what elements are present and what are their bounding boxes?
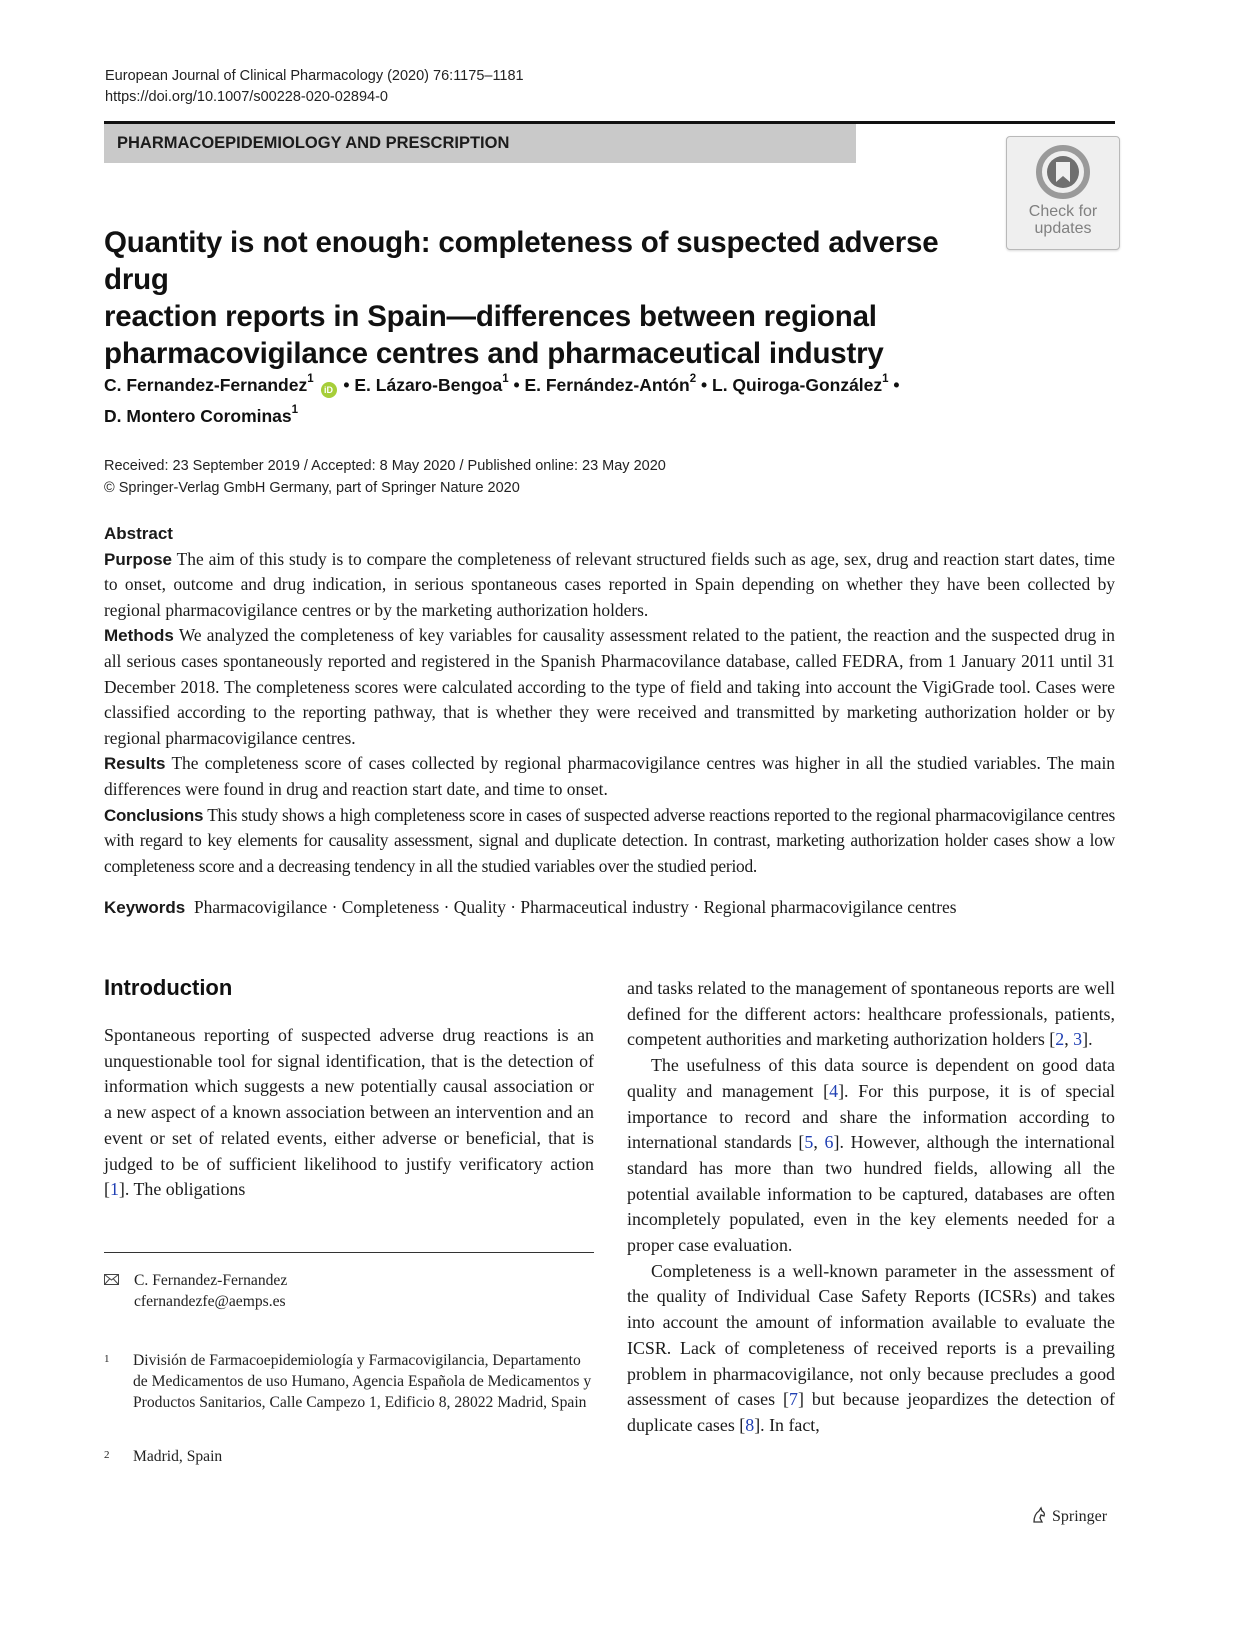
author-list: C. Fernandez-Fernandez$^1$ iD • E. Lázaro-Bengoa$^1$ • E. Fernández-Antón$^2$ • L. Quiroga-González$^1$ • D. Montero Corominas$^1$ — [104, 373, 900, 426]
check-for-updates-label: Check for updates — [1028, 203, 1098, 237]
check-for-updates-badge[interactable] — [1006, 136, 1120, 250]
envelope-icon — [104, 1274, 119, 1285]
publisher-name: Springer — [1052, 1508, 1108, 1525]
intro-paragraph: Completeness is a well-known parameter in the assessment of the quality of Individual Case Safety Reports (ICSRs) and takes into account the amount of information available to evaluate the ICSR. Lack of completeness of received reports is a prevailing problem in pharmacovigilance, not only because precludes a good assessment of cases [7] but because jeopardizes the detection of duplicate cases [8]. In fact, — [627, 1260, 1115, 1435]
reference-link[interactable]: 2 — [1055, 1029, 1065, 1050]
abstract-heading: Abstract — [104, 524, 173, 543]
affiliation-marker: 2 — [689, 373, 697, 385]
doi-link[interactable]: https://doi.org/10.1007/s00228-020-02894-0 — [105, 89, 388, 105]
author-name[interactable]: E. Lázaro-Bengoa — [354, 374, 503, 395]
affiliation-marker: 1 — [882, 373, 889, 385]
affiliation-number: 2 — [104, 1449, 110, 1461]
footnote-rule — [104, 1252, 594, 1253]
intro-paragraph: The usefulness of this data source is dependent on good data quality and management [4]. For this purpose, it is of special importance to record and share the information according to international standards [5, 6]. However, although the international standard has more than two hundred fields, allowing all the potential available information to be captured, databases are often incompletely populated, even in the key elements needed for a proper case evaluation. — [627, 1055, 1116, 1256]
keywords-label: Keywords — [104, 898, 186, 917]
intro-left-column — [104, 1023, 594, 1203]
article-title: Quantity is not enough: completeness of suspected adverse drug reaction reports in Spain—differences between regional pharmacovigilance centres and pharmaceutical industry — [104, 226, 939, 370]
springer-horse-icon — [1030, 1506, 1048, 1524]
keywords-text: Pharmacovigilance · Completeness · Quality · Pharmaceutical industry · Regional pharmacovigilance centres — [193, 897, 957, 917]
affiliation-marker: 1 — [307, 373, 314, 385]
journal-header — [105, 66, 524, 108]
keywords — [104, 895, 956, 920]
affiliation-marker: 1 — [502, 373, 509, 385]
orcid-icon[interactable]: iD — [321, 382, 337, 398]
intro-paragraph: Spontaneous reporting of suspected adverse drug reactions is an unquestionable tool for signal identification, that is the detection of information which suggests a new potentially causal association or a new aspect of a known association between an intervention and an event or set of related events, either adverse or beneficial, that is judged to be of sufficient likelihood to justify verificatory action [1]. The obligations — [104, 1025, 594, 1200]
author-name[interactable]: D. Montero Corominas — [104, 405, 292, 426]
affiliation-number: 1 — [104, 1353, 110, 1365]
dates-line: Received: 23 September 2019 / Accepted: 8 May 2020 / Published online: 23 May 2020 — [104, 458, 666, 474]
author-name[interactable]: E. Fernández-Antón — [524, 374, 690, 395]
abstract-methods: Methods We analyzed the completeness of key variables for causality assessment related to the patient, the reaction and the suspected drug in all serious cases spontaneously reported and registered in the Spanish Pharmacovilance database, called FEDRA, from 1 January 2011 until 31 December 2018. The completeness scores were calculated according to the type of field and taking into account the VigiGrade tool. Cases were classified according to the reporting pathway, that is whether they were received and transmitted by marketing authorization holder or by regional pharmacovigilance centres. — [104, 625, 1115, 748]
intro-right-column — [627, 976, 1115, 1439]
section-label: PHARMACOEPIDEMIOLOGY AND PRESCRIPTION — [104, 124, 856, 163]
copyright-line: © Springer-Verlag GmbH Germany, part of Springer Nature 2020 — [104, 480, 520, 496]
author-name[interactable]: C. Fernandez-Fernandez — [104, 374, 308, 395]
affiliation-text: División de Farmacoepidemiología y Farmacovigilancia, Departamento de Medicamentos de uso Humano, Agencia Española de Medicamentos y Productos Sanitarios, Calle Campezo 1, Edificio 8, 28022 Madrid, Spain — [133, 1352, 592, 1411]
reference-link[interactable]: 5 — [804, 1132, 814, 1153]
reference-link[interactable]: 7 — [789, 1389, 798, 1410]
abstract — [104, 521, 1115, 879]
author-name[interactable]: L. Quiroga-González — [712, 374, 883, 395]
affiliation-marker: 1 — [291, 403, 299, 416]
introduction-heading: Introduction — [104, 975, 233, 1000]
contact-email[interactable]: cfernandezfe@aemps.es — [134, 1293, 286, 1310]
abstract-purpose: Purpose The aim of this study is to compare the completeness of relevant structured fields such as age, sex, drug and reaction start dates, time to onset, outcome and drug indication, in serious spontaneous cases reported in Spain depending on whether they have been collected by regional pharmacovigilance centres or by the marketing authorization holders. — [104, 548, 1115, 620]
reference-link[interactable]: 3 — [1073, 1029, 1083, 1050]
journal-citation: European Journal of Clinical Pharmacology (2020) 76:1175–1181 — [105, 68, 524, 84]
check-for-updates-icon — [1035, 144, 1091, 200]
affiliation-text: Madrid, Spain — [133, 1448, 223, 1465]
reference-link[interactable]: 4 — [829, 1080, 839, 1101]
publication-dates — [104, 455, 666, 499]
abstract-conclusions: Conclusions This study shows a high completeness score in cases of suspected adverse reactions reported to the regional pharmacovigilance centres with regard to key elements for causality assessment, signal and duplicate detection. In contrast, marketing authorization holder cases show a low completeness score and a decreasing tendency in all the studied variables over the studied period. — [104, 804, 1115, 876]
reference-link[interactable]: 1 — [109, 1179, 119, 1200]
intro-paragraph: and tasks related to the management of spontaneous reports are well defined for the different actors: healthcare professionals, patients, competent authorities and marketing authorization holders [2, 3]. — [627, 978, 1115, 1050]
abstract-results: Results The completeness score of cases collected by regional pharmacovigilance centres was higher in all the studied variables. The main differences were found in drug and reaction start date, and time to onset. — [104, 753, 1115, 799]
contact-name: C. Fernandez-Fernandez — [134, 1272, 288, 1289]
publisher-logo — [1030, 1506, 1107, 1526]
reference-link[interactable]: 6 — [824, 1132, 834, 1153]
reference-link[interactable]: 8 — [745, 1414, 755, 1435]
